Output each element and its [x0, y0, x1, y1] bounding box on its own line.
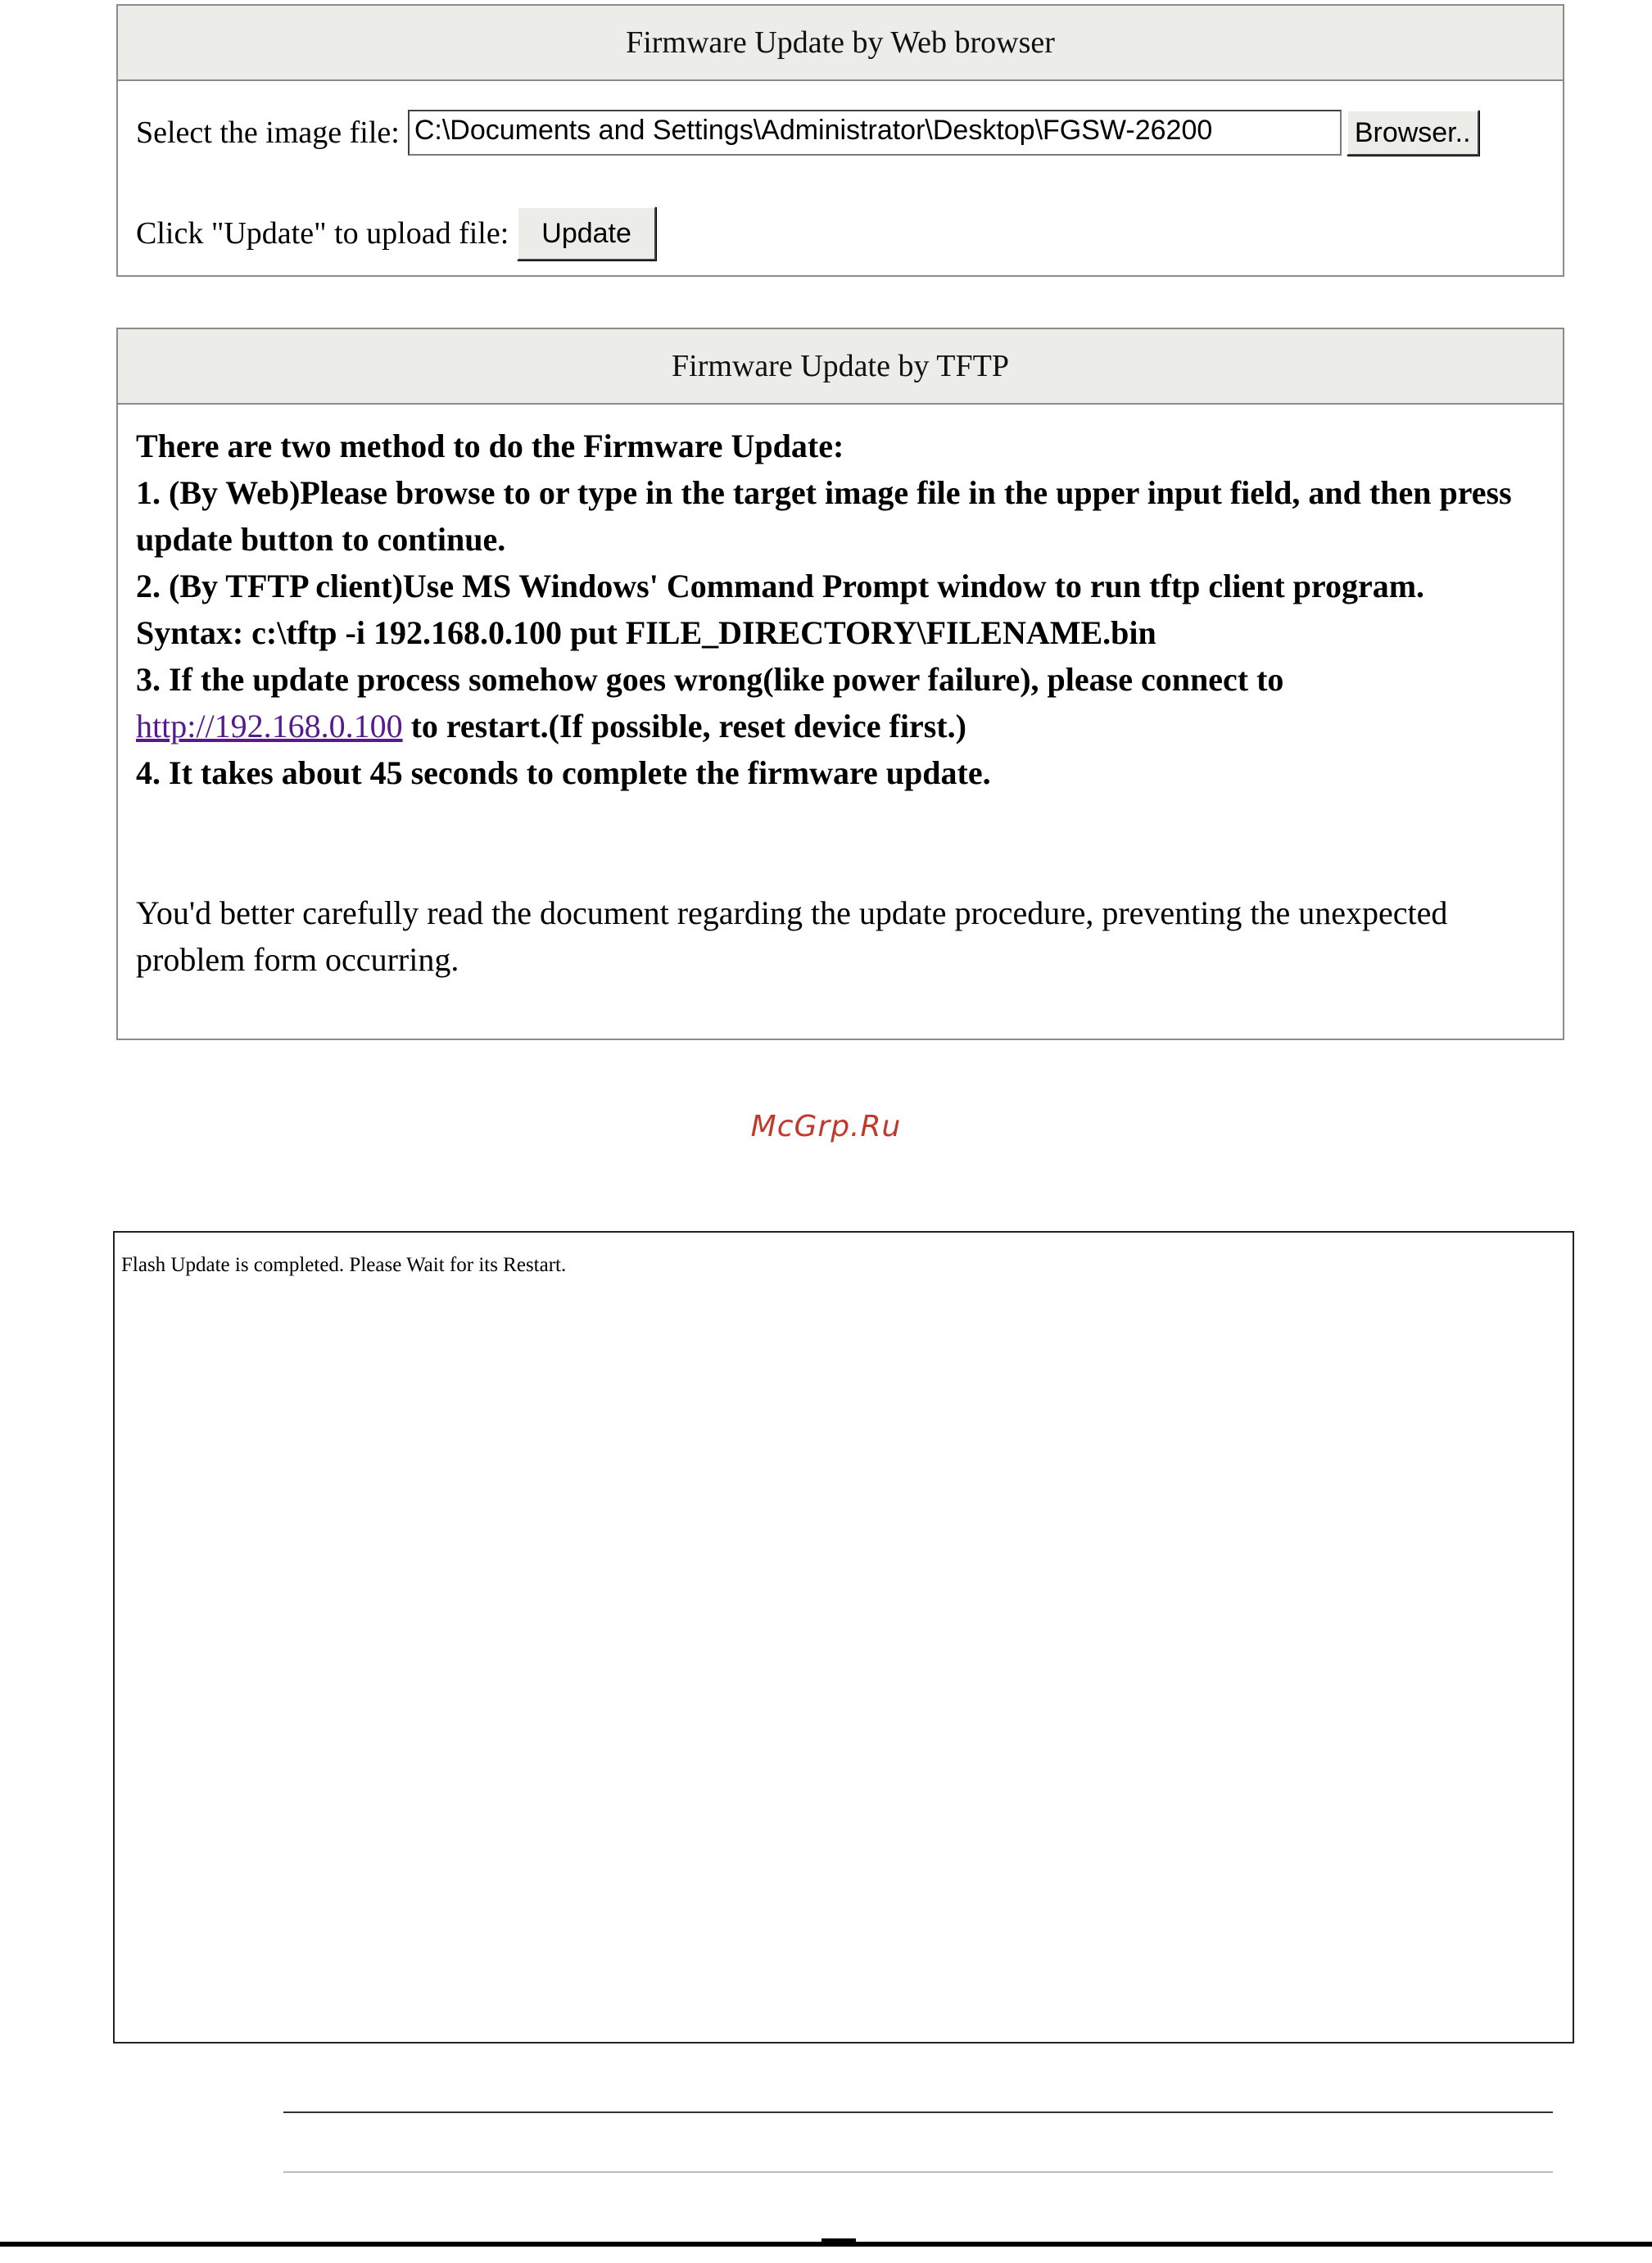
tftp-update-title: Firmware Update by TFTP — [118, 329, 1563, 405]
instructions-syntax: Syntax: c:\tftp -i 192.168.0.100 put FILE_DIRECTORY\FILENAME.bin — [136, 614, 1156, 651]
instructions-step-3 — [136, 656, 1538, 749]
select-file-row — [136, 110, 1479, 156]
update-prompt-label: Click "Update" to upload file: — [136, 216, 509, 251]
step-3-suffix: to restart.(If possible, reset device first.) — [402, 708, 966, 745]
file-path-input[interactable]: C:\Documents and Settings\Administrator\Desktop\FGSW-26200 — [408, 110, 1342, 156]
select-file-label: Select the image file: — [136, 115, 400, 150]
web-update-title: Firmware Update by Web browser — [118, 6, 1563, 81]
web-update-panel — [116, 4, 1564, 277]
instructions-step-4: 4. It takes about 45 seconds to complete the firmware update. — [136, 754, 991, 791]
footer-rule-bottom — [283, 2171, 1553, 2173]
tftp-update-panel — [116, 328, 1564, 1040]
update-button[interactable]: Update — [517, 206, 656, 260]
browse-button[interactable]: Browser.. — [1346, 110, 1479, 156]
watermark-text: McGrp.Ru — [750, 1110, 902, 1143]
instructions-note: You'd better carefully read the document regarding the update procedure, preventing the unexpected problem form occurring. — [136, 894, 1448, 978]
footer-rule-top — [283, 2111, 1553, 2113]
update-row — [136, 206, 656, 260]
page-bottom-mark — [821, 2238, 856, 2247]
instructions-step-2: 2. (By TFTP client)Use MS Windows' Command Prompt window to run tftp client program. — [136, 568, 1425, 604]
instructions-intro: There are two method to do the Firmware Update: — [136, 428, 844, 464]
instructions-step-1: 1. (By Web)Please browse to or type in the target image file in the upper input field, and then press update button to continue. — [136, 474, 1512, 558]
tftp-instructions — [136, 423, 1538, 983]
status-message: Flash Update is completed. Please Wait for its Restart. — [121, 1254, 567, 1276]
device-link[interactable]: http://192.168.0.100 — [136, 708, 403, 745]
status-frame — [113, 1231, 1574, 2043]
step-3-text: 3. If the update process somehow goes wrong(like power failure), please connect to — [136, 661, 1284, 698]
